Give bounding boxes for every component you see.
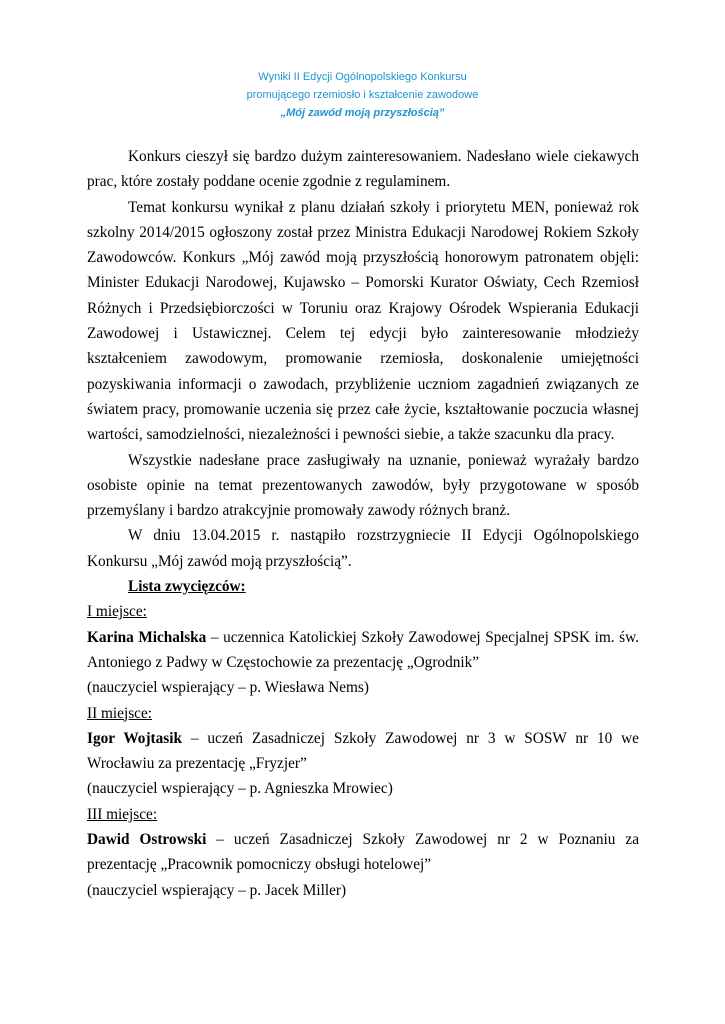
paragraph-intro: Konkurs cieszył się bardzo dużym zainteresowaniem. Nadesłano wiele ciekawych prac, które zostały poddane ocenie zgodnie z regulaminem. [87, 148, 639, 191]
third-place-entry [87, 827, 639, 878]
paragraph-result: W dniu 13.04.2015 r. nastąpiło rozstrzygniecie II Edycji Ogólnopolskiego Konkursu „Mój zawód moją przyszłością”. [87, 527, 639, 570]
third-place-label-line [87, 802, 639, 827]
document-header [0, 68, 725, 122]
third-place-name: Dawid Ostrowski [87, 831, 207, 849]
header-line-1: Wyniki II Edycji Ogólnopolskiego Konkursu [258, 71, 467, 83]
second-place-desc: – uczeń Zasadniczej Szkoły Zawodowej nr 3 w SOSW nr 10 we Wrocławiu za prezentację „Fryzjer” [87, 729, 639, 773]
third-place-label: III miejsce: [87, 805, 158, 823]
first-place-label-line [87, 599, 639, 624]
second-place-label: II miejsce: [87, 704, 152, 722]
first-place-label: I miejsce: [87, 603, 147, 621]
second-place-name: Igor Wojtasik [87, 729, 182, 747]
first-place-entry [87, 625, 639, 676]
second-place-label-line [87, 701, 639, 726]
header-line-2: promującego rzemiosło i kształcenie zawodowe [246, 89, 479, 101]
first-place-desc: – uczennica Katolickiej Szkoły Zawodowej Specjalnej SPSK im. św. Antoniego z Padwy w Częstochowie za prezentację „Ogrodnik” [87, 628, 639, 671]
first-place-teacher: (nauczyciel wspierający – p. Wiesława Nems) [87, 679, 369, 697]
second-place-teacher: (nauczyciel wspierający – p. Agnieszka Mrowiec) [87, 780, 393, 798]
winners-heading: Lista zwycięzców: [128, 578, 246, 596]
paragraph-topic: Temat konkursu wynikał z planu działań szkoły i priorytetu MEN, ponieważ rok szkolny 2014/2015 ogłoszony został przez Ministra Edukacji Narodowej Rokiem Szkoły Zawodowców. Konkurs „Mój zawód moją przyszłością honorowym patronatem objęli: Minister Edukacji Narodowej, Kujawsko – Pomorski Kurator Oświaty, Cech Rzemiosł Różnych i Przedsiębiorczości w Toruniu oraz Krajowy Ośrodek Wspierania Edukacji Zawodowej i Ustawicznej. Celem tej edycji było zainteresowanie młodzieży kształceniem zawodowym, promowanie rzemiosła, doskonalenie umiejętności pozyskiwania informacji o zawodach, przybliżenie uczniom zagadnień związanych ze światem pracy, promowanie uczenia się przez całe życie, kształtowanie poczucia własnej wartości, samodzielności, niezależności i pewności siebie, a także szacunku dla pracy. [87, 198, 639, 444]
header-subtitle: „Mój zawód moją przyszłością” [280, 107, 445, 119]
document-body [87, 144, 639, 903]
first-place-name: Karina Michalska [87, 628, 207, 646]
third-place-desc: – uczeń Zasadniczej Szkoły Zawodowej nr 2 w Poznaniu za prezentację „Pracownik pomocniczy obsługi hotelowej” [87, 831, 639, 874]
paragraph-works: Wszystkie nadesłane prace zasługiwały na uznanie, ponieważ wyrażały bardzo osobiste opinie na temat prezentowanych zawodów, były przygotowane w sposób przemyślany i bardzo atrakcyjnie promowały zawody różnych branż. [87, 451, 639, 520]
second-place-entry [87, 726, 639, 777]
winners-heading-line [87, 574, 639, 599]
third-place-teacher: (nauczyciel wspierający – p. Jacek Miller) [87, 881, 347, 899]
